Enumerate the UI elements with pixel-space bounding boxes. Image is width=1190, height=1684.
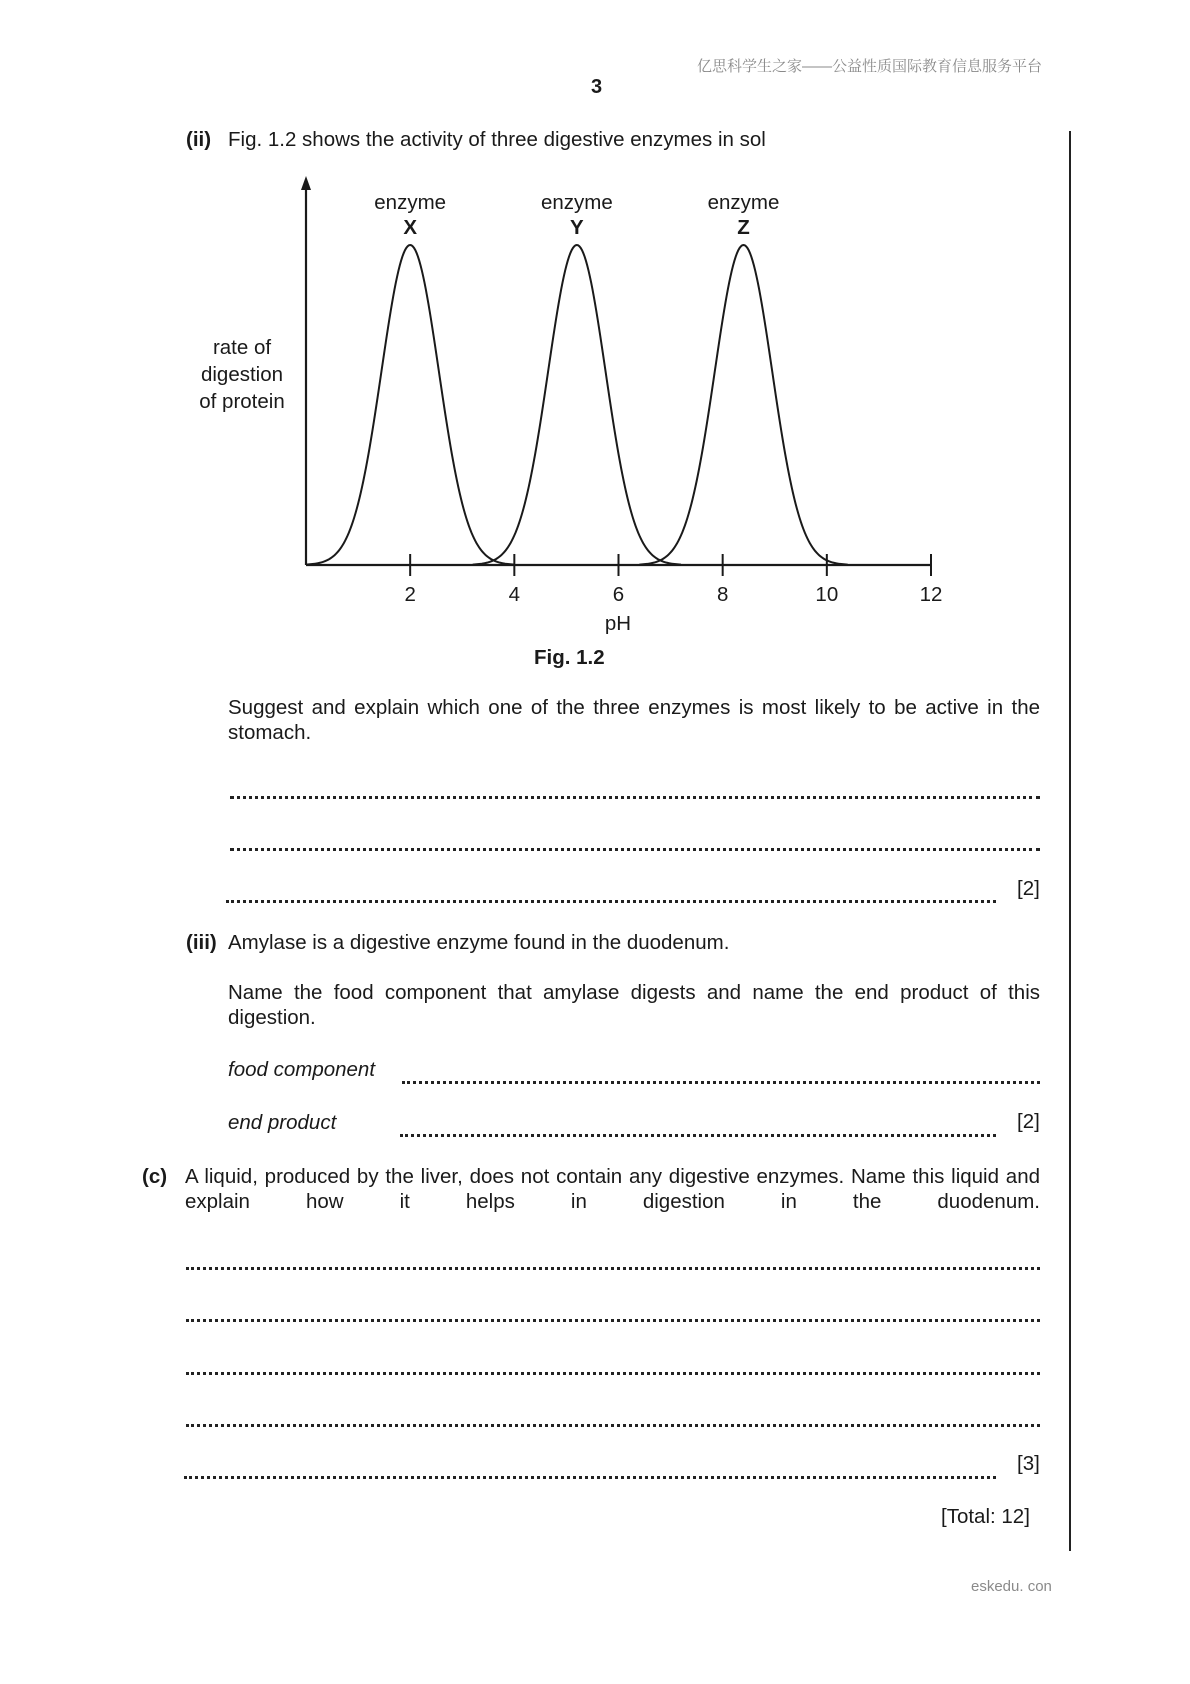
question-iii-intro: Amylase is a digestive enzyme found in the duodenum. [228, 931, 730, 954]
answer-line-c-2[interactable] [186, 1319, 1040, 1322]
x-tick-label: 4 [508, 583, 521, 606]
marks-c: [3] [1017, 1452, 1040, 1475]
enzyme-activity-chart [150, 170, 970, 680]
answer-line-ii-2[interactable] [230, 848, 1040, 851]
y-axis-arrow [301, 176, 311, 190]
question-ii-intro: Fig. 1.2 shows the activity of three digestive enzymes in sol [228, 128, 766, 151]
series-label-letter: X [403, 216, 418, 239]
total-marks: [Total: 12] [941, 1505, 1030, 1528]
figure-caption: Fig. 1.2 [534, 646, 605, 669]
enzyme-labels [374, 191, 779, 239]
question-ii-prompt: Suggest and explain which one of the three enzymes is most likely to be active in the stomach. [228, 696, 1040, 744]
question-iii-label: (iii) [186, 931, 217, 954]
y-axis-label-line-3: of protein [199, 390, 285, 413]
series-label-word: enzyme [374, 191, 447, 214]
question-c-label: (c) [142, 1165, 168, 1188]
curve-y [473, 245, 681, 565]
question-c-prompt: A liquid, produced by the liver, does not contain any digestive enzymes. Name this liquid and explain how it helps in digestion in the duodenum. [185, 1165, 1040, 1213]
page-number: 3 [591, 76, 603, 98]
question-iii-prompt: Name the food component that amylase digests and name the end product of this digestion. [228, 981, 1040, 1029]
question-ii-label: (ii) [186, 128, 212, 151]
answer-line-ii-3[interactable] [226, 900, 996, 903]
margin-line [1069, 131, 1071, 1551]
end-product-label: end product [228, 1111, 337, 1134]
curve-z [639, 245, 847, 565]
x-tick-label: 8 [716, 583, 729, 606]
x-tick-label: 2 [404, 583, 416, 606]
curve-x [306, 245, 514, 565]
food-component-label: food component [228, 1058, 376, 1081]
enzyme-curves [306, 245, 848, 565]
answer-line-c-5[interactable] [184, 1476, 996, 1479]
series-label-letter: Y [569, 216, 584, 239]
x-axis-label: pH [604, 612, 632, 635]
x-tick-label: 6 [612, 583, 625, 606]
marks-iii: [2] [1017, 1110, 1040, 1133]
x-tick-label: 10 [815, 583, 839, 606]
x-ticks [404, 554, 942, 606]
series-label-word: enzyme [540, 191, 613, 214]
watermark-top: 亿思科学生之家——公益性质国际教育信息服务平台 [697, 58, 1043, 75]
answer-line-c-1[interactable] [186, 1267, 1040, 1270]
end-product-answer-line[interactable] [400, 1134, 996, 1137]
watermark-bottom: eskedu. con [971, 1578, 1052, 1595]
food-component-answer-line[interactable] [402, 1081, 1040, 1084]
x-tick-label: 12 [919, 583, 943, 606]
series-label-letter: Z [737, 216, 750, 239]
answer-line-ii-1[interactable] [230, 796, 1040, 799]
y-axis-label-line-2: digestion [200, 363, 284, 386]
y-axis-label-line-1: rate of [212, 336, 272, 359]
series-label-word: enzyme [707, 191, 780, 214]
answer-line-c-3[interactable] [186, 1372, 1040, 1375]
answer-line-c-4[interactable] [186, 1424, 1040, 1427]
marks-ii: [2] [1017, 877, 1040, 900]
